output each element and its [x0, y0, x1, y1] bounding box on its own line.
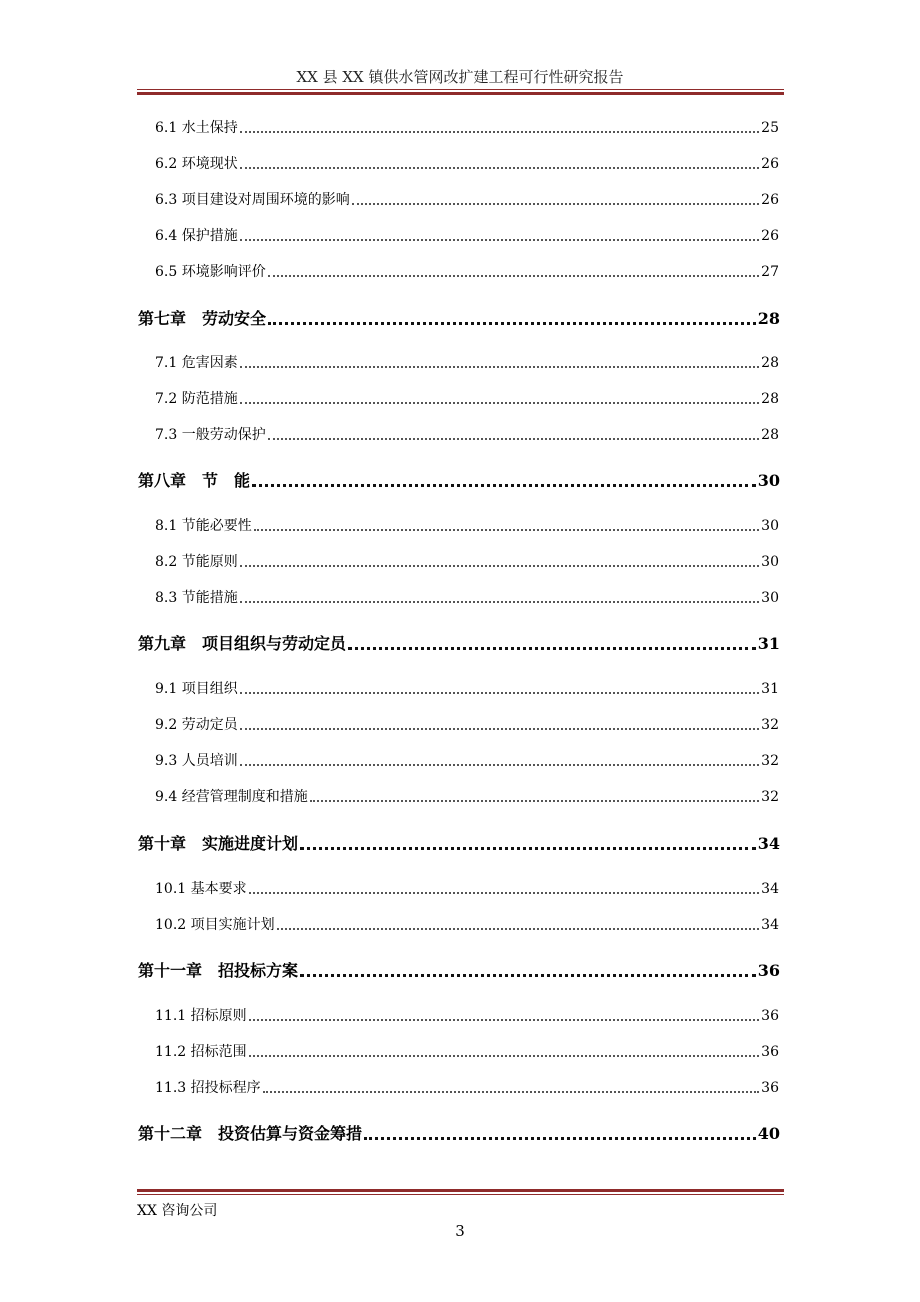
toc-section-entry[interactable] — [155, 1009, 779, 1023]
toc-entry-page: 26 — [761, 156, 779, 172]
toc-dot-leader — [249, 1055, 760, 1057]
toc-entry-label: 9.4 经营管理制度和措施 — [155, 789, 308, 805]
toc-dot-leader — [240, 167, 759, 169]
toc-entry-page: 28 — [757, 309, 780, 328]
toc-entry-page: 31 — [761, 681, 779, 697]
toc-entry-page: 30 — [761, 590, 779, 606]
toc-dot-leader — [268, 275, 759, 277]
toc-entry-label: 10.2 项目实施计划 — [155, 917, 275, 933]
toc-chapter-entry[interactable] — [138, 636, 780, 652]
toc-dot-leader — [254, 529, 759, 531]
toc-chapter-entry[interactable] — [138, 1126, 780, 1142]
toc-entry-page: 32 — [761, 789, 779, 805]
toc-entry-label: 11.1 招标原则 — [155, 1008, 247, 1024]
toc-entry-label: 第十章 实施进度计划 — [138, 834, 299, 853]
toc-section-entry[interactable] — [155, 591, 779, 605]
toc-section-entry[interactable] — [155, 682, 779, 696]
toc-section-entry[interactable] — [155, 519, 779, 533]
toc-dot-leader — [310, 800, 759, 802]
toc-entry-page: 34 — [757, 834, 780, 853]
toc-entry-label: 11.2 招标范围 — [155, 1044, 247, 1060]
toc-dot-leader — [300, 974, 756, 977]
toc-entry-label: 9.3 人员培训 — [155, 753, 238, 769]
footer-rule — [137, 1189, 784, 1195]
toc-chapter-entry[interactable] — [138, 473, 780, 489]
toc-entry-page: 36 — [757, 961, 780, 980]
toc-entry-label: 7.3 一般劳动保护 — [155, 427, 266, 443]
toc-section-entry[interactable] — [155, 428, 779, 442]
toc-dot-leader — [240, 565, 759, 567]
toc-entry-label: 第十一章 招投标方案 — [138, 961, 299, 980]
toc-entry-page: 28 — [761, 391, 779, 407]
toc-section-entry[interactable] — [155, 356, 779, 370]
toc-entry-page: 30 — [761, 518, 779, 534]
toc-entry-page: 34 — [761, 917, 779, 933]
toc-entry-page: 26 — [761, 192, 779, 208]
toc-dot-leader — [240, 402, 759, 404]
toc-section-entry[interactable] — [155, 1081, 779, 1095]
toc-section-entry[interactable] — [155, 1045, 779, 1059]
toc-dot-leader — [268, 438, 759, 440]
toc-dot-leader — [240, 131, 759, 133]
toc-dot-leader — [268, 322, 756, 325]
toc-dot-leader — [348, 647, 756, 650]
toc-dot-leader — [263, 1091, 760, 1093]
toc-entry-label: 6.4 保护措施 — [155, 228, 238, 244]
toc-entry-label: 11.3 招投标程序 — [155, 1080, 261, 1096]
toc-chapter-entry[interactable] — [138, 963, 780, 979]
toc-entry-page: 26 — [761, 228, 779, 244]
toc-section-entry[interactable] — [155, 157, 779, 171]
toc-section-entry[interactable] — [155, 918, 779, 932]
header-title: XX 县 XX 镇供水管网改扩建工程可行性研究报告 — [296, 68, 624, 86]
toc-section-entry[interactable] — [155, 121, 779, 135]
toc-dot-leader — [300, 847, 756, 850]
footer-company: XX 咨询公司 — [137, 1203, 218, 1219]
toc-entry-page: 30 — [757, 471, 780, 490]
toc-dot-leader — [240, 366, 759, 368]
toc-section-entry[interactable] — [155, 790, 779, 804]
toc-entry-page: 30 — [761, 554, 779, 570]
toc-entry-page: 34 — [761, 881, 779, 897]
toc-section-entry[interactable] — [155, 265, 779, 279]
toc-dot-leader — [240, 239, 759, 241]
toc-entry-label: 7.2 防范措施 — [155, 391, 238, 407]
toc-dot-leader — [364, 1137, 756, 1140]
toc-entry-page: 31 — [757, 634, 780, 653]
toc-entry-label: 第七章 劳动安全 — [138, 309, 267, 328]
toc-entry-label: 第十二章 投资估算与资金筹措 — [138, 1124, 363, 1143]
toc-dot-leader — [240, 728, 759, 730]
toc-dot-leader — [249, 1019, 760, 1021]
toc-section-entry[interactable] — [155, 193, 779, 207]
toc-section-entry[interactable] — [155, 882, 779, 896]
toc-entry-label: 9.1 项目组织 — [155, 681, 238, 697]
toc-entry-page: 32 — [761, 753, 779, 769]
toc-entry-page: 32 — [761, 717, 779, 733]
toc-entry-page: 25 — [761, 120, 779, 136]
toc-entry-label: 8.1 节能必要性 — [155, 518, 252, 534]
toc-section-entry[interactable] — [155, 555, 779, 569]
toc-entry-page: 40 — [757, 1124, 780, 1143]
toc-entry-label: 7.1 危害因素 — [155, 355, 238, 371]
toc-section-entry[interactable] — [155, 392, 779, 406]
toc-dot-leader — [240, 601, 759, 603]
toc-entry-page: 27 — [761, 264, 779, 280]
toc-section-entry[interactable] — [155, 229, 779, 243]
toc-entry-page: 36 — [761, 1080, 779, 1096]
toc-entry-page: 36 — [761, 1008, 779, 1024]
toc-entry-label: 8.3 节能措施 — [155, 590, 238, 606]
toc-entry-label: 第九章 项目组织与劳动定员 — [138, 634, 347, 653]
toc-entry-label: 6.1 水土保持 — [155, 120, 238, 136]
toc-dot-leader — [352, 203, 759, 205]
toc-chapter-entry[interactable] — [138, 836, 780, 852]
toc-entry-label: 6.2 环境现状 — [155, 156, 238, 172]
toc-section-entry[interactable] — [155, 718, 779, 732]
toc-section-entry[interactable] — [155, 754, 779, 768]
toc-dot-leader — [240, 692, 759, 694]
toc-entry-label: 6.5 环境影响评价 — [155, 264, 266, 280]
toc-entry-page: 36 — [761, 1044, 779, 1060]
toc-entry-label: 10.1 基本要求 — [155, 881, 247, 897]
toc-entry-label: 8.2 节能原则 — [155, 554, 238, 570]
toc-entry-page: 28 — [761, 355, 779, 371]
toc-entry-label: 9.2 劳动定员 — [155, 717, 238, 733]
toc-entry-label: 第八章 节 能 — [138, 471, 251, 490]
toc-chapter-entry[interactable] — [138, 311, 780, 327]
toc-entry-label: 6.3 项目建设对周围环境的影响 — [155, 192, 350, 208]
toc-dot-leader — [240, 764, 759, 766]
page-number: 3 — [455, 1222, 465, 1240]
toc-entry-page: 28 — [761, 427, 779, 443]
toc-dot-leader — [249, 892, 760, 894]
toc-dot-leader — [277, 928, 760, 930]
toc-dot-leader — [252, 484, 756, 487]
